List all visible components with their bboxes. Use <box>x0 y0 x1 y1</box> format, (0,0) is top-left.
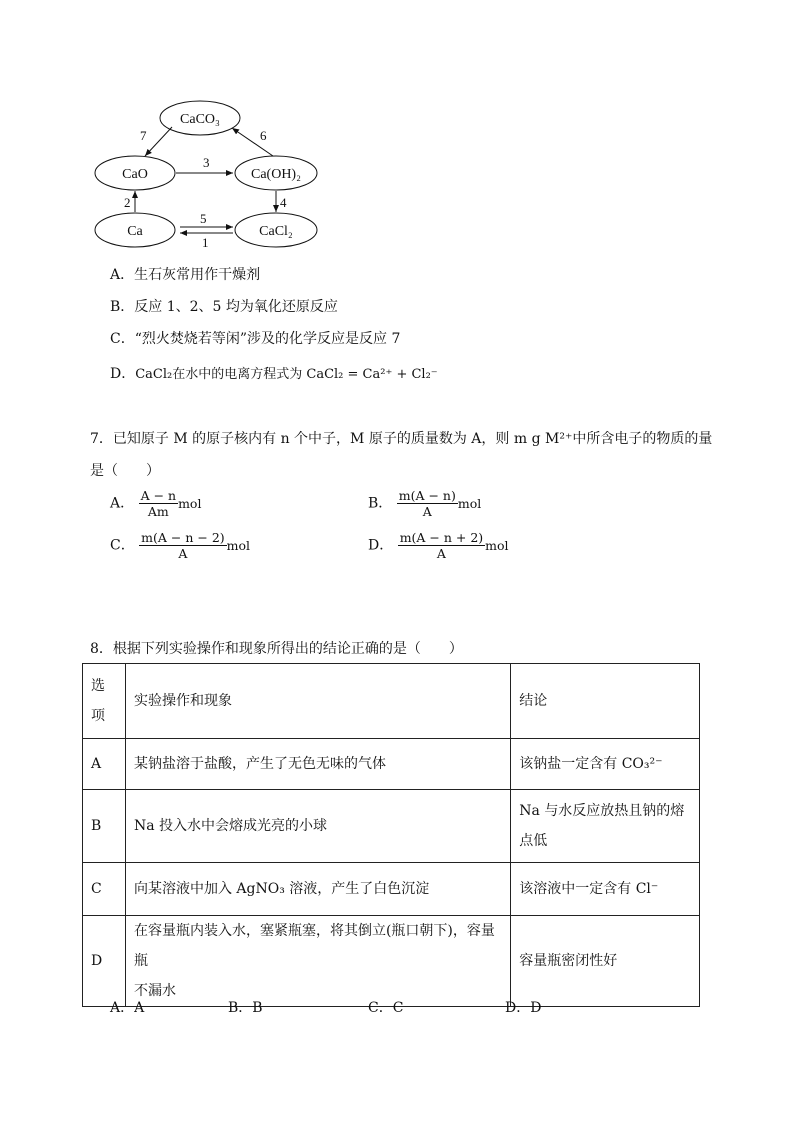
q6-option-a: A．生石灰常用作干燥剂 <box>110 267 261 283</box>
q7-option-d <box>368 530 509 561</box>
node-caco3 <box>160 101 240 135</box>
q8-stem: 8．根据下列实验操作和现象所得出的结论正确的是（ ） <box>90 641 463 657</box>
q8-answer-a: A．A <box>110 1000 145 1016</box>
row-d-operation <box>125 916 510 1007</box>
q7-option-a-unit: mol <box>178 496 202 511</box>
header-option <box>83 664 126 739</box>
q8-answer-c: C．C <box>368 1000 404 1016</box>
q7-option-b-fraction <box>397 488 458 519</box>
table-row <box>83 739 700 790</box>
q7-option-b-unit: mol <box>457 496 482 511</box>
row-a-operation: 某钠盐溶于盐酸，产生了无色无味的气体 <box>125 739 510 790</box>
header-option-line2: 项 <box>91 708 105 724</box>
q7-option-a-denominator: Am <box>147 504 169 519</box>
q7-option-d-unit: mol <box>485 538 509 553</box>
row-c-operation: 向某溶液中加入 AgNO₃ 溶液，产生了白色沉淀 <box>125 863 510 916</box>
experiment-table <box>82 663 700 1007</box>
table-header-row <box>83 664 700 739</box>
q7-option-c-unit: mol <box>226 538 251 553</box>
row-c-conclusion: 该溶液中一定含有 Cl⁻ <box>511 863 700 916</box>
node-cao <box>95 156 175 190</box>
label-5: 5 <box>200 211 207 226</box>
q6-option-d <box>110 363 438 383</box>
svg-text:CaO: CaO <box>122 167 148 182</box>
q6-option-d-label: D． <box>110 366 136 382</box>
label-6: 6 <box>260 128 267 143</box>
calcium-reaction-diagram <box>90 95 330 255</box>
row-a-option: A <box>83 739 126 790</box>
label-4: 4 <box>280 195 287 210</box>
row-b-conclusion-line1: Na 与水反应放热且钠的熔 <box>519 803 685 819</box>
q7-stem-line1: 7．已知原子 M 的原子核内有 n 个中子，M 原子的质量数为 A，则 m g M²⁺中所含电子的物质的量 <box>90 431 713 447</box>
q6-option-d-text: CaCl₂在水中的电离方程式为 CaCl₂ = Ca²⁺ + Cl₂⁻ <box>135 367 438 382</box>
svg-text:Ca: Ca <box>127 224 143 239</box>
svg-text:Ca(OH)₂: Ca(OH)₂ <box>251 167 301 182</box>
q8-answer-d: D．D <box>505 1000 542 1016</box>
label-7: 7 <box>140 128 147 143</box>
header-conclusion: 结论 <box>511 664 700 739</box>
q7-option-c-label: C． <box>110 537 135 554</box>
node-ca <box>95 213 175 247</box>
q7-option-a-numerator: A − n <box>140 488 177 503</box>
q7-stem-line2: 是（ ） <box>90 463 160 479</box>
table-row <box>83 916 700 1007</box>
q7-option-b <box>368 488 481 519</box>
row-d-operation-line1: 在容量瓶内装入水，塞紧瓶塞，将其倒立(瓶口朝下)，容量瓶 <box>133 923 495 969</box>
table-row <box>83 863 700 916</box>
q7-option-a <box>110 488 201 519</box>
q7-option-a-label: A． <box>110 495 135 512</box>
arrow-6 <box>232 128 273 156</box>
row-d-conclusion: 容量瓶密闭性好 <box>511 916 700 1007</box>
header-operation: 实验操作和现象 <box>125 664 510 739</box>
node-cacl2 <box>235 213 317 247</box>
header-option-line1: 选 <box>91 678 105 694</box>
row-b-conclusion <box>511 790 700 863</box>
arrow-7 <box>145 127 172 156</box>
label-2: 2 <box>124 195 131 210</box>
row-b-conclusion-line2: 点低 <box>519 833 548 849</box>
q7-option-b-label: B． <box>368 495 393 512</box>
q7-option-c <box>110 530 250 561</box>
q7-option-d-numerator: m(A − n + 2) <box>399 530 484 545</box>
q7-option-d-denominator: A <box>436 546 446 561</box>
q7-option-a-fraction <box>139 488 179 519</box>
row-d-operation-line2: 不漏水 <box>133 983 176 999</box>
q7-option-b-denominator: A <box>422 504 432 519</box>
row-c-option: C <box>83 863 126 916</box>
row-b-operation: Na 投入水中会熔成光亮的小球 <box>125 790 510 863</box>
table-row <box>83 790 700 863</box>
svg-text:CaCl₂: CaCl₂ <box>259 224 293 239</box>
svg-text:CaCO₃: CaCO₃ <box>180 112 220 127</box>
row-a-conclusion: 该钠盐一定含有 CO₃²⁻ <box>511 739 700 790</box>
q6-option-c: C．“烈火焚烧若等闲”涉及的化学反应是反应 7 <box>110 331 401 347</box>
label-1: 1 <box>202 235 209 250</box>
q7-option-c-numerator: m(A − n − 2) <box>141 530 225 545</box>
row-b-option: B <box>83 790 126 863</box>
label-3: 3 <box>203 155 210 170</box>
node-caoh2 <box>235 156 317 190</box>
row-d-option: D <box>83 916 126 1007</box>
q7-option-c-fraction <box>139 530 226 561</box>
q7-option-d-label: D． <box>368 537 394 554</box>
q8-answer-b: B．B <box>228 1000 263 1016</box>
q6-option-b: B．反应 1、2、5 均为氧化还原反应 <box>110 299 338 315</box>
q7-option-d-fraction <box>398 530 485 561</box>
q7-option-c-denominator: A <box>178 546 188 561</box>
q7-option-b-numerator: m(A − n) <box>398 488 456 503</box>
